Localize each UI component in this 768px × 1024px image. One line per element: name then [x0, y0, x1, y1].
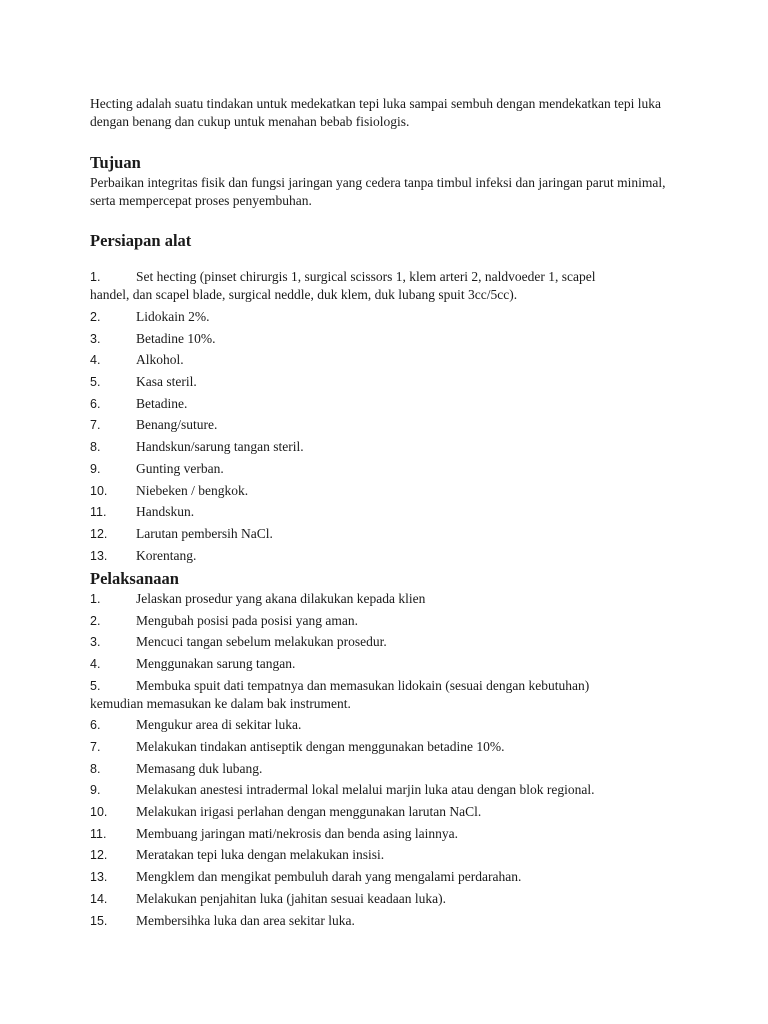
- list-text: Betadine.: [136, 396, 188, 411]
- list-text: Handskun.: [136, 504, 195, 519]
- list-number: 8.: [90, 440, 101, 454]
- list-item: [90, 373, 690, 391]
- list-item: [90, 825, 690, 843]
- list-number: 13.: [90, 870, 108, 884]
- section-heading-persiapan-alat: Persiapan alat: [90, 231, 192, 250]
- section-heading-pelaksanaan: Pelaksanaan: [90, 569, 179, 588]
- list-text: Melakukan irigasi perlahan dengan menggunakan larutan NaCl.: [136, 804, 482, 819]
- list-text: Mencuci tangan sebelum melakukan prosedur.: [136, 634, 387, 649]
- list-number: 7.: [90, 418, 101, 432]
- list-number: 12.: [90, 848, 108, 862]
- list-item: [90, 482, 690, 500]
- list-text: Betadine 10%.: [136, 331, 216, 346]
- list-item: [90, 760, 690, 778]
- list-item: [90, 655, 690, 673]
- list-number: 12.: [90, 527, 108, 541]
- list-item: [90, 890, 690, 908]
- list-text: Niebeken / bengkok.: [136, 483, 249, 498]
- list-number: 2.: [90, 310, 101, 324]
- list-number: 10.: [90, 484, 108, 498]
- list-number: 4.: [90, 353, 101, 367]
- list-number: 7.: [90, 740, 101, 754]
- list-number: 11.: [90, 827, 107, 841]
- list-text-continuation: handel, dan scapel blade, surgical neddle, duk klem, duk lubang spuit 3cc/5cc).: [90, 287, 518, 302]
- list-number: 8.: [90, 762, 101, 776]
- list-text: Mengklem dan mengikat pembuluh darah yang mengalami perdarahan.: [136, 869, 522, 884]
- list-number: 11.: [90, 505, 107, 519]
- list-item: [90, 351, 690, 369]
- list-item: [90, 268, 690, 304]
- list-number: 6.: [90, 397, 101, 411]
- list-item: [90, 395, 690, 413]
- list-number: 10.: [90, 805, 108, 819]
- list-item: [90, 677, 690, 713]
- list-number: 9.: [90, 462, 101, 476]
- list-item: [90, 438, 690, 456]
- list-number: 6.: [90, 718, 101, 732]
- list-item: [90, 868, 690, 886]
- list-item: [90, 781, 690, 799]
- list-number: 5.: [90, 375, 101, 389]
- list-text: Jelaskan prosedur yang akana dilakukan kepada klien: [136, 591, 426, 606]
- list-number: 5.: [90, 679, 101, 693]
- list-item: [90, 416, 690, 434]
- list-number: 3.: [90, 635, 101, 649]
- list-item: [90, 330, 690, 348]
- list-item: [90, 503, 690, 521]
- list-item: [90, 738, 690, 756]
- list-text: Membersihka luka dan area sekitar luka.: [136, 913, 355, 928]
- intro-paragraph: Hecting adalah suatu tindakan untuk medekatkan tepi luka sampai sembuh dengan mendekatkan tepi luka dengan benang dan cukup untuk menahan bebab fisiologis.: [90, 96, 661, 129]
- list-item: [90, 716, 690, 734]
- list-item: [90, 612, 690, 630]
- list-text: Handskun/sarung tangan steril.: [136, 439, 304, 454]
- list-text: Memasang duk lubang.: [136, 761, 263, 776]
- list-item: [90, 633, 690, 651]
- tujuan-paragraph: Perbaikan integritas fisik dan fungsi jaringan yang cedera tanpa timbul infeksi dan jaringan parut minimal, serta mempercepat proses penyembuhan.: [90, 175, 666, 208]
- list-item: [90, 460, 690, 478]
- list-text-continuation: kemudian memasukan ke dalam bak instrument.: [90, 696, 351, 711]
- list-text: Melakukan anestesi intradermal lokal melalui marjin luka atau dengan blok regional.: [136, 782, 595, 797]
- list-number: 1.: [90, 592, 101, 606]
- list-item: [90, 525, 690, 543]
- list-number: 4.: [90, 657, 101, 671]
- list-text: Membuka spuit dati tempatnya dan memasukan lidokain (sesuai dengan kebutuhan): [136, 678, 590, 693]
- list-item: [90, 590, 690, 608]
- list-text: Meratakan tepi luka dengan melakukan insisi.: [136, 847, 385, 862]
- list-text: Benang/suture.: [136, 417, 218, 432]
- list-number: 13.: [90, 549, 108, 563]
- list-item: [90, 308, 690, 326]
- list-text: Melakukan tindakan antiseptik dengan menggunakan betadine 10%.: [136, 739, 505, 754]
- list-text: Alkohol.: [136, 352, 184, 367]
- list-number: 2.: [90, 614, 101, 628]
- list-text: Melakukan penjahitan luka (jahitan sesuai keadaan luka).: [136, 891, 447, 906]
- list-item: [90, 846, 690, 864]
- list-text: Lidokain 2%.: [136, 309, 210, 324]
- list-text: Set hecting (pinset chirurgis 1, surgical scissors 1, klem arteri 2, naldvoeder 1, scapel: [136, 269, 596, 284]
- list-text: Kasa steril.: [136, 374, 197, 389]
- list-text: Gunting verban.: [136, 461, 224, 476]
- list-text: Menggunakan sarung tangan.: [136, 656, 296, 671]
- list-number: 15.: [90, 914, 108, 928]
- list-number: 3.: [90, 332, 101, 346]
- list-number: 9.: [90, 783, 101, 797]
- list-number: 14.: [90, 892, 108, 906]
- section-heading-tujuan: Tujuan: [90, 153, 141, 172]
- list-item: [90, 547, 690, 565]
- list-item: [90, 912, 690, 930]
- list-item: [90, 803, 690, 821]
- list-text: Mengubah posisi pada posisi yang aman.: [136, 613, 358, 628]
- list-text: Korentang.: [136, 548, 197, 563]
- list-number: 1.: [90, 270, 101, 284]
- list-text: Mengukur area di sekitar luka.: [136, 717, 302, 732]
- list-text: Larutan pembersih NaCl.: [136, 526, 273, 541]
- list-text: Membuang jaringan mati/nekrosis dan benda asing lainnya.: [136, 826, 459, 841]
